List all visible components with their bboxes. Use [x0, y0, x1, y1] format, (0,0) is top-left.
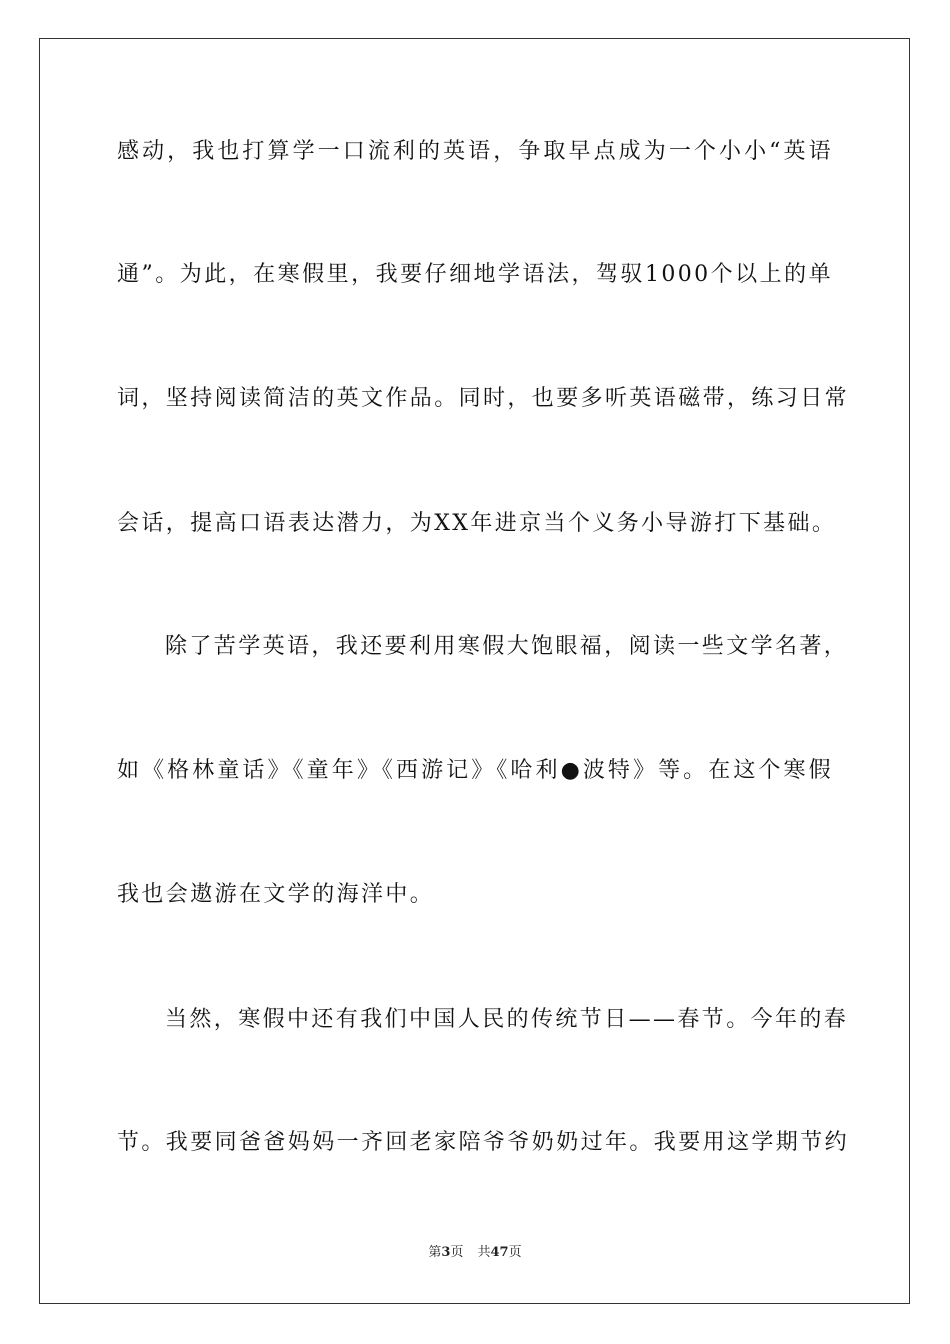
- current-page-number: 3: [441, 1245, 451, 1260]
- text-line: 会话，提高口语表达潜力，为XX年进京当个义务小导游打下基础。: [117, 511, 837, 536]
- total-prefix: 共: [477, 1245, 491, 1260]
- paragraph-start-line: 除了苦学英语，我还要利用寒假大饱眼福，阅读一些文学名著，: [165, 634, 849, 659]
- text-line: 通”。为此，在寒假里，我要仔细地学语法，驾驭1000个以上的单: [117, 262, 833, 287]
- text-line: 词，坚持阅读简洁的英文作品。同时，也要多听英语磁带，练习日常: [117, 386, 850, 411]
- text-line: 如《格林童话》《童年》《西游记》《哈利●波特》等。在这个寒假: [117, 758, 833, 783]
- total-suffix: 页: [508, 1245, 522, 1260]
- text-line: 我也会遨游在文学的海洋中。: [117, 882, 435, 907]
- paragraph-start-line: 当然，寒假中还有我们中国人民的传统节日——春节。今年的春: [165, 1007, 849, 1032]
- page-prefix: 第: [428, 1245, 442, 1260]
- page-footer: [0, 1244, 950, 1262]
- total-pages-number: 47: [490, 1245, 509, 1260]
- page-suffix: 页: [450, 1245, 464, 1260]
- page-border: [39, 38, 910, 1304]
- text-line: 节。我要同爸爸妈妈一齐回老家陪爷爷奶奶过年。我要用这学期节约: [117, 1130, 850, 1155]
- text-line: 感动，我也打算学一口流利的英语，争取早点成为一个小小“英语: [117, 139, 833, 164]
